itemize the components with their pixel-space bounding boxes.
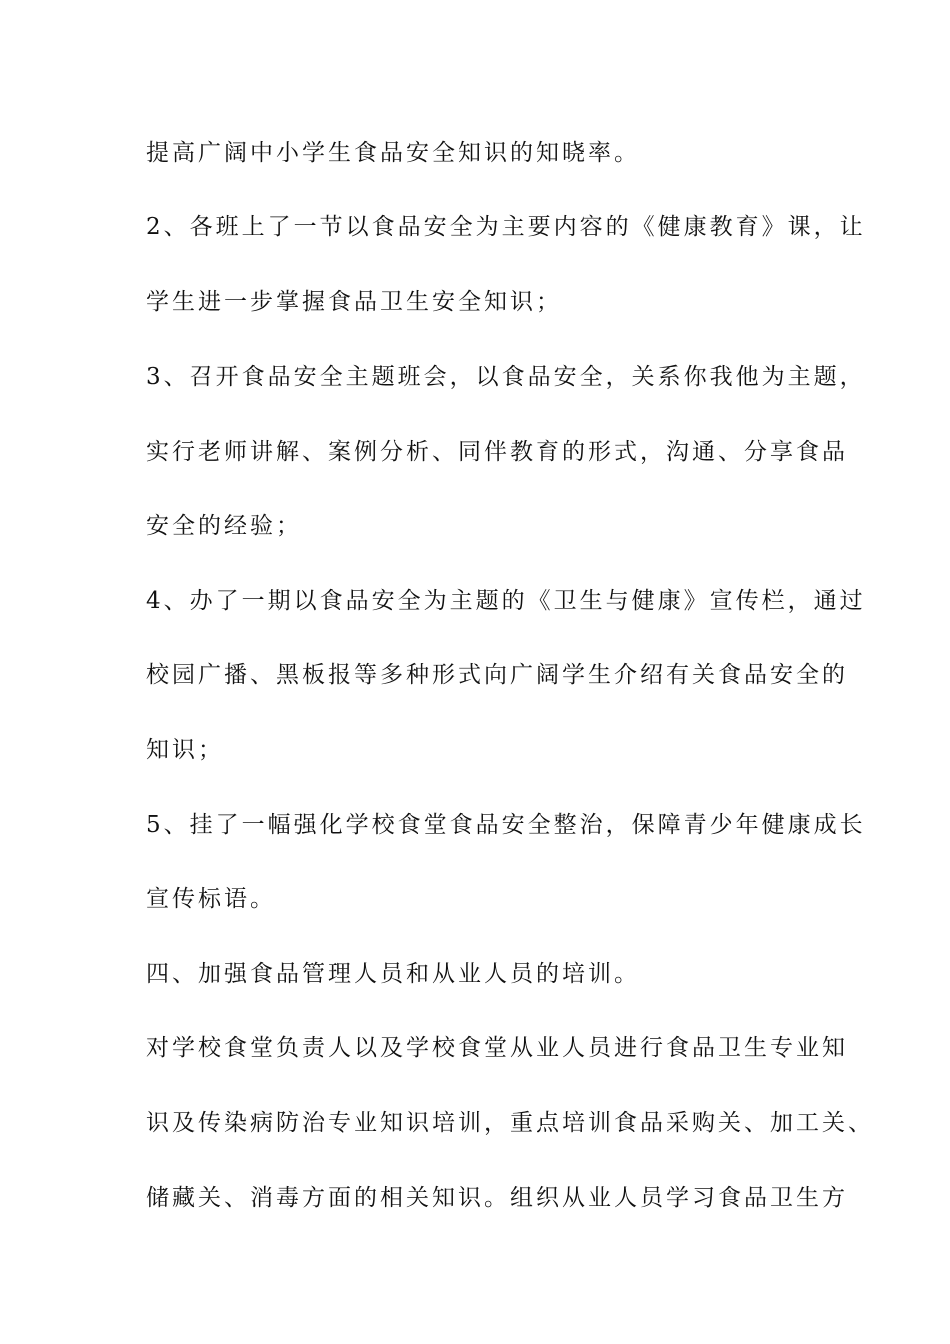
text-line: 校园广播、黑板报等多种形式向广阔学生介绍有关食品安全的 [146,662,848,688]
text-line: 安全的经验； [146,513,302,539]
text-line: 储藏关、消毒方面的相关知识。组织从业人员学习食品卫生方 [146,1185,848,1211]
text-line: 学生进一步掌握食品卫生安全知识； [146,289,562,315]
text-line: 3、召开食品安全主题班会，以食品安全，关系你我他为主题， [146,364,866,390]
text-line: 5、挂了一幅强化学校食堂食品安全整治，保障青少年健康成长 [146,812,866,838]
text-line: 宣传标语。 [146,886,276,912]
text-line: 对学校食堂负责人以及学校食堂从业人员进行食品卫生专业知 [146,1035,848,1061]
section-heading: 四、加强食品管理人员和从业人员的培训。 [146,961,640,987]
text-line: 实行老师讲解、案例分析、同伴教育的形式，沟通、分享食品 [146,439,848,465]
text-line: 2、各班上了一节以食品安全为主要内容的《健康教育》课，让 [146,214,866,240]
text-line: 提高广阔中小学生食品安全知识的知晓率。 [146,140,640,166]
text-line: 识及传染病防治专业知识培训，重点培训食品采购关、加工关、 [146,1110,874,1136]
text-line: 知识； [146,737,224,763]
text-line: 4、办了一期以食品安全为主题的《卫生与健康》宣传栏，通过 [146,588,866,614]
